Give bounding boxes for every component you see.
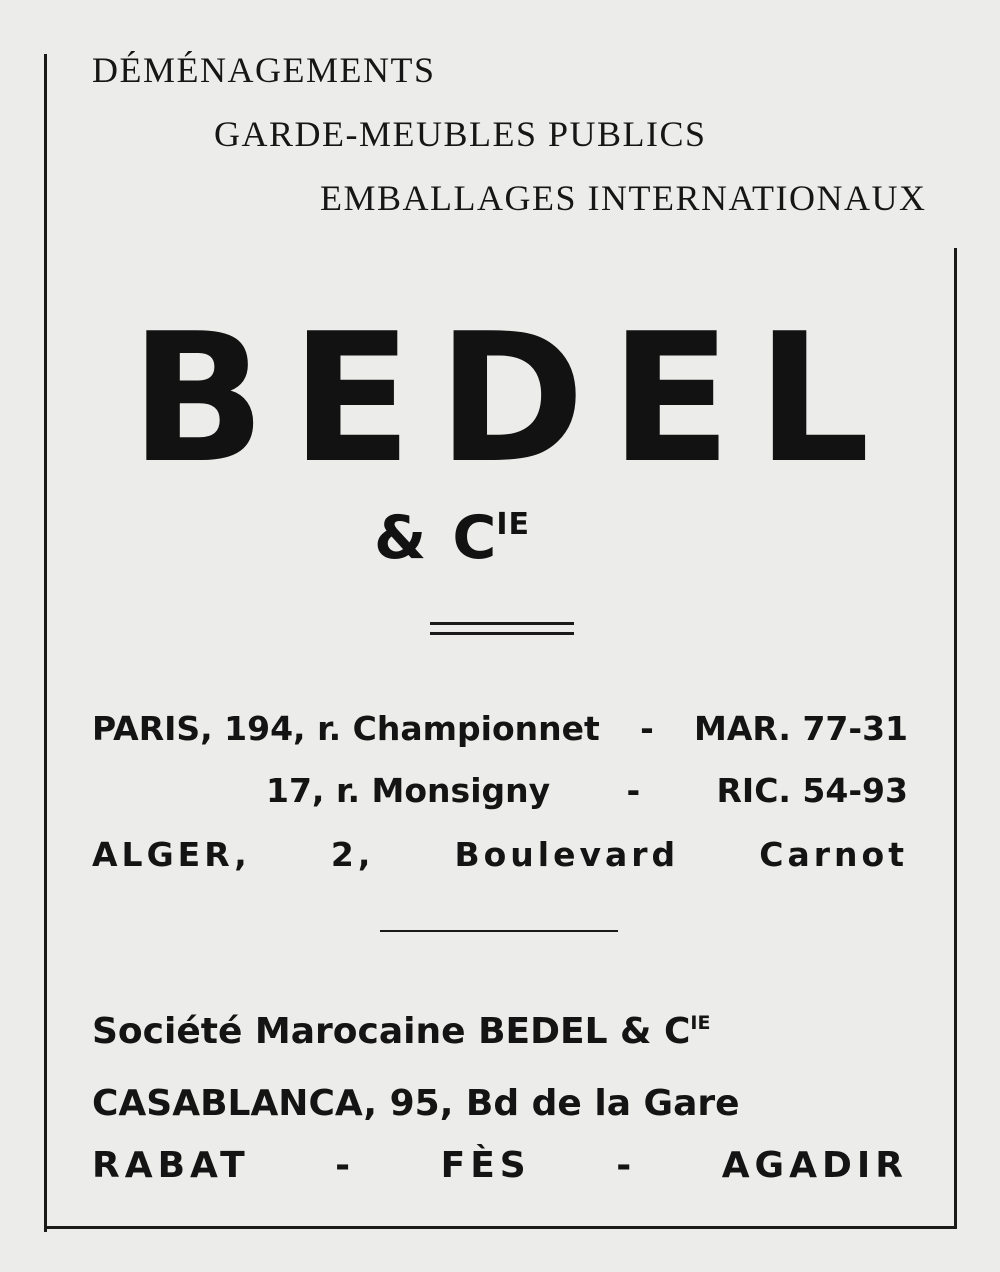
city-rabat: RABAT bbox=[92, 1145, 250, 1186]
service-storage: GARDE-MEUBLES PUBLICS bbox=[214, 114, 707, 154]
brand-letter: E bbox=[290, 295, 413, 502]
address-paris-2 bbox=[266, 771, 908, 810]
address-dash: - bbox=[626, 771, 641, 810]
address-alger-street: Boulevard bbox=[454, 835, 680, 874]
address-paris-street: PARIS, 194, r. Championnet bbox=[92, 709, 600, 748]
address-alger-number: 2, bbox=[330, 835, 375, 874]
morocco-company bbox=[92, 1011, 914, 1052]
morocco-casablanca: CASABLANCA, 95, Bd de la Gare bbox=[92, 1083, 740, 1124]
address-monsigny-street: 17, r. Monsigny bbox=[266, 771, 551, 810]
city-dash: - bbox=[616, 1145, 637, 1186]
morocco-company-superscript: IE bbox=[690, 1012, 711, 1034]
company-suffix bbox=[374, 503, 531, 573]
brand-letter: E bbox=[609, 295, 732, 502]
ampersand: & bbox=[374, 503, 427, 573]
city-fes: FÈS bbox=[440, 1145, 531, 1186]
section-divider bbox=[380, 930, 618, 932]
brand-letter: B bbox=[130, 295, 266, 502]
brand-letter: D bbox=[437, 295, 585, 502]
brand-wordmark bbox=[130, 295, 870, 502]
address-alger-city: ALGER, bbox=[92, 835, 251, 874]
service-packing: EMBALLAGES INTERNATIONAUX bbox=[320, 178, 927, 218]
double-rule-top bbox=[430, 622, 574, 625]
address-paris-phone: MAR. 77-31 bbox=[694, 709, 908, 748]
frame-left-rule bbox=[44, 54, 47, 1232]
morocco-cities bbox=[92, 1145, 908, 1186]
morocco-company-name bbox=[92, 1011, 711, 1052]
frame-right-rule bbox=[954, 248, 957, 1228]
address-paris bbox=[92, 709, 908, 748]
address-alger-street-name: Carnot bbox=[759, 835, 908, 874]
morocco-company-text: Société Marocaine BEDEL & C bbox=[92, 1011, 691, 1052]
company-c: C bbox=[452, 503, 497, 573]
address-monsigny-phone: RIC. 54-93 bbox=[716, 771, 908, 810]
address-alger bbox=[92, 835, 908, 874]
city-agadir: AGADIR bbox=[721, 1145, 908, 1186]
address-dash: - bbox=[640, 709, 654, 748]
city-dash: - bbox=[335, 1145, 356, 1186]
frame-bottom-rule bbox=[44, 1226, 957, 1229]
double-rule-bottom bbox=[430, 632, 574, 635]
service-moving: DÉMÉNAGEMENTS bbox=[92, 50, 436, 90]
company-superscript: IE bbox=[496, 507, 531, 542]
brand-letter: L bbox=[756, 295, 870, 502]
